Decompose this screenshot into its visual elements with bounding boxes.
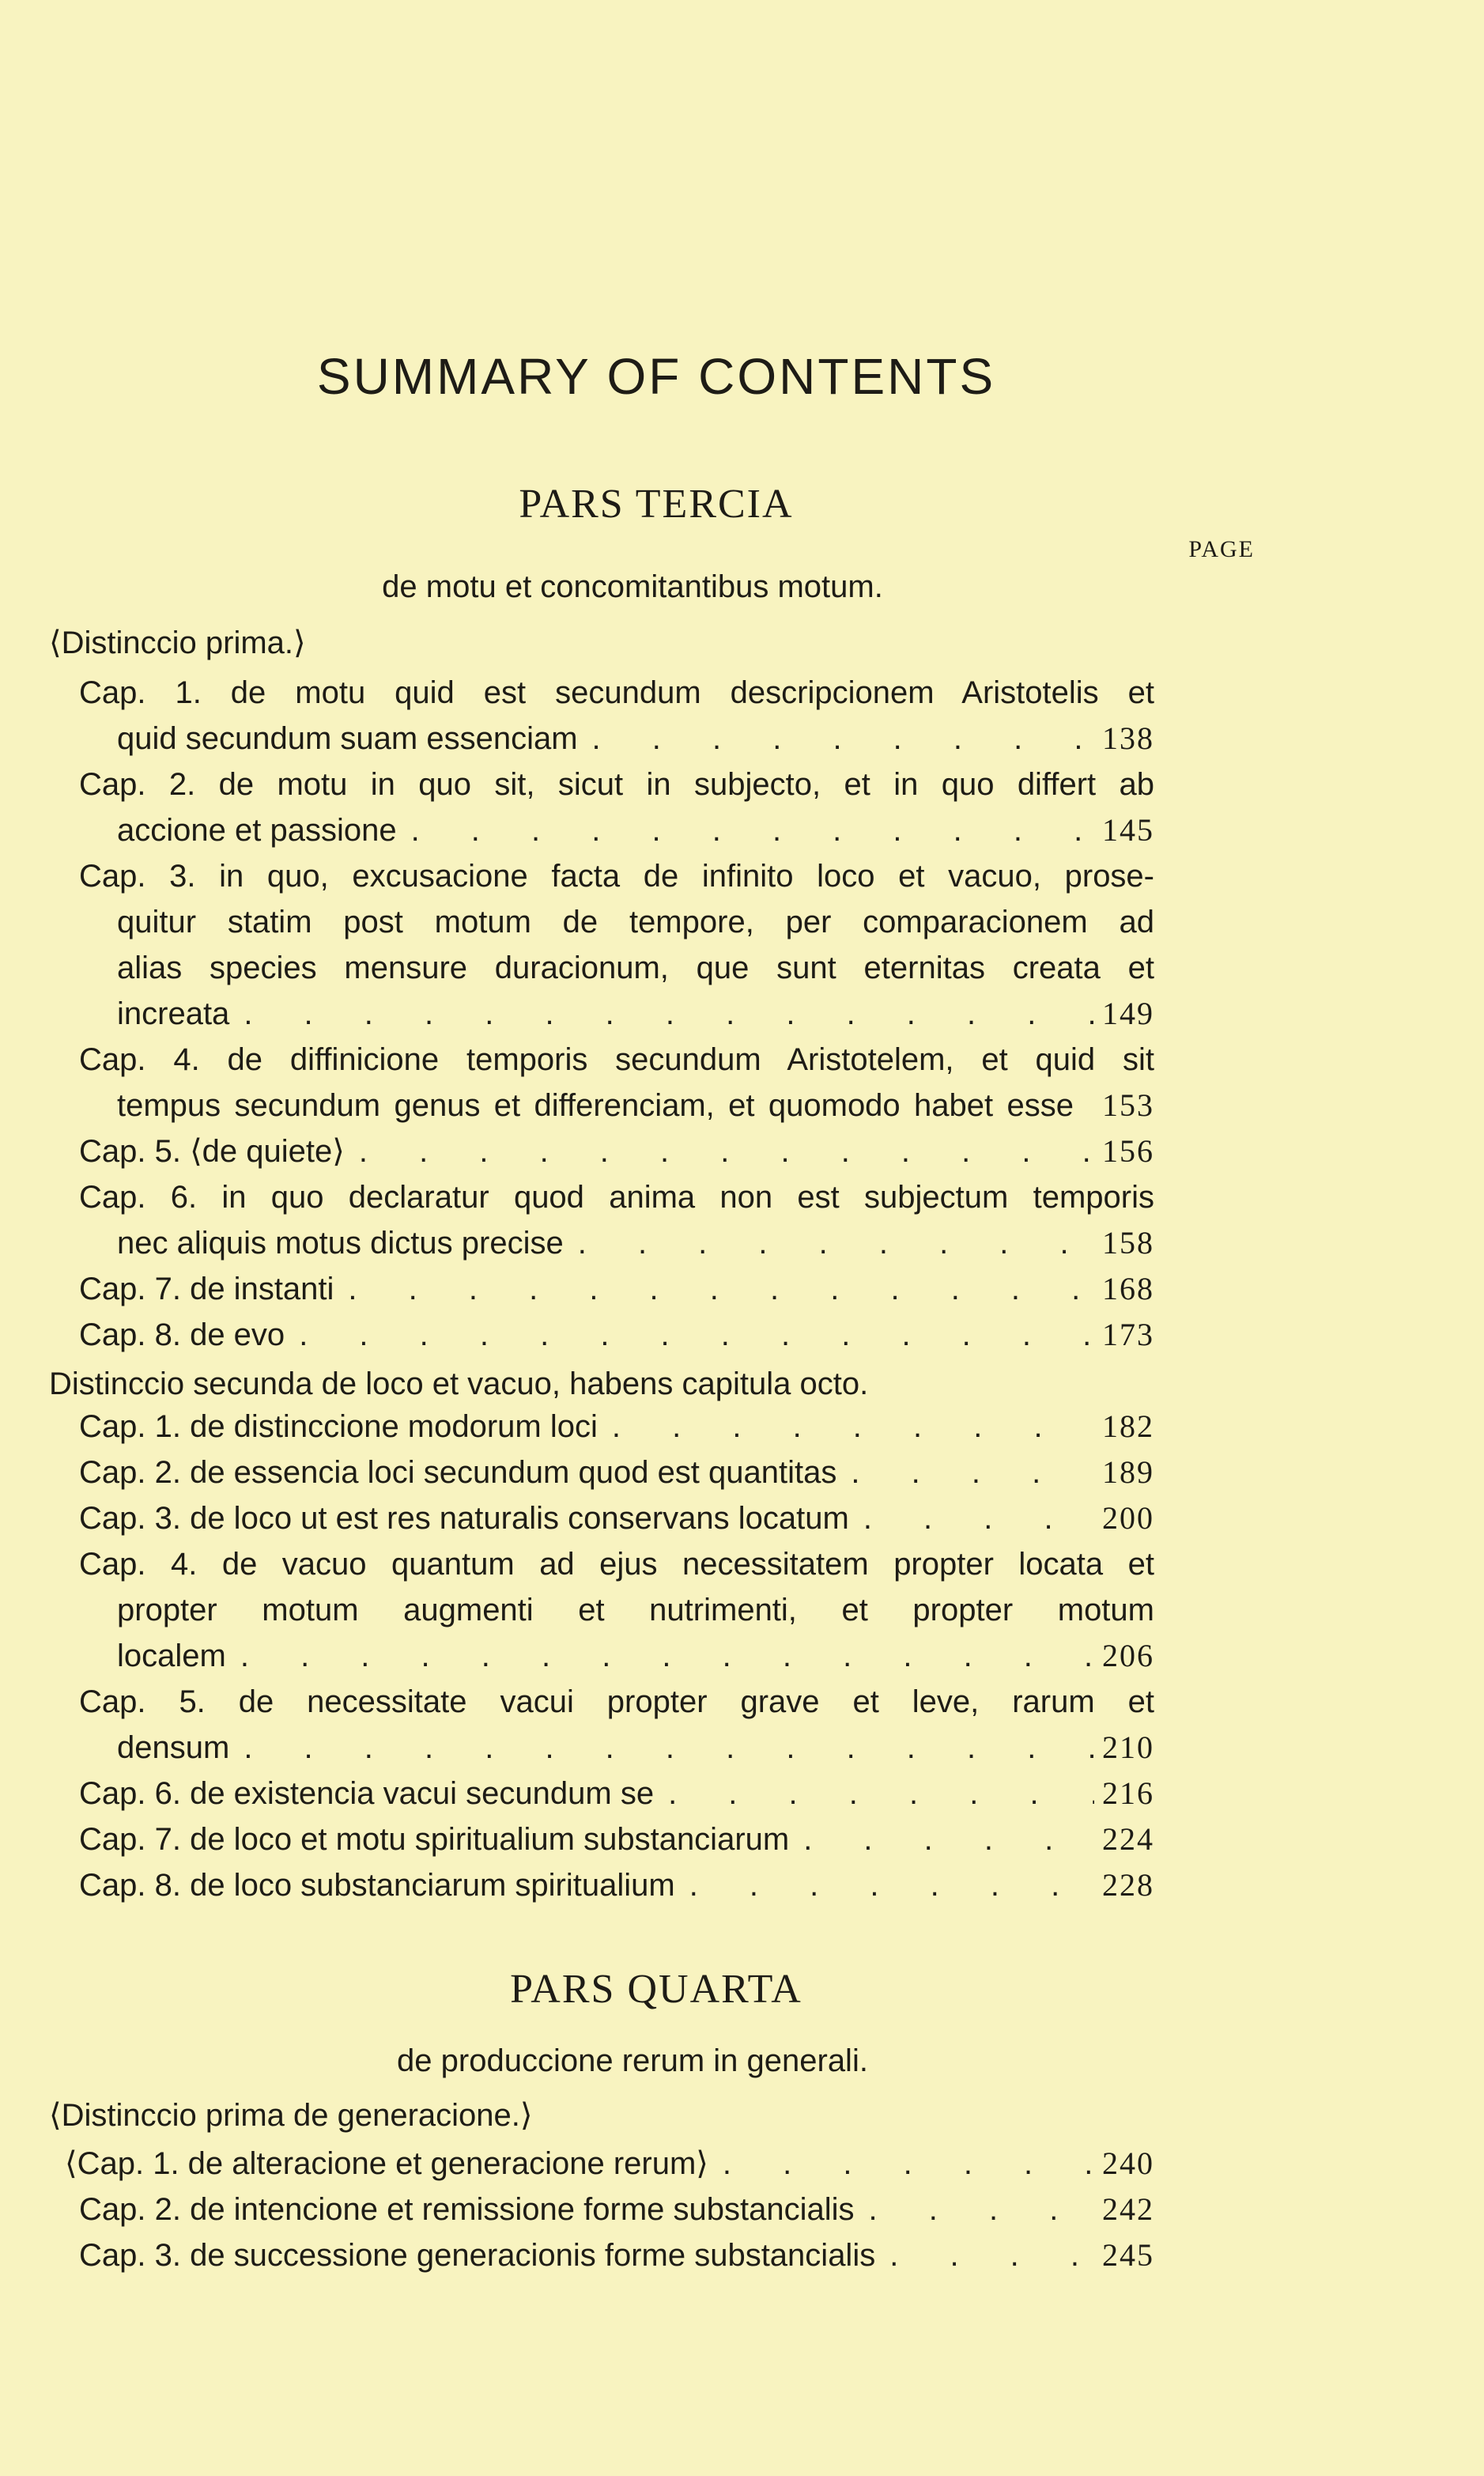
dot-leader bbox=[836, 1453, 1094, 1492]
dot-leader bbox=[334, 1269, 1094, 1309]
dot-leader bbox=[226, 1636, 1094, 1676]
toc-line bbox=[79, 1499, 1154, 1538]
dot-leader bbox=[397, 811, 1094, 850]
toc-page-number: 156 bbox=[1102, 1133, 1154, 1169]
part-subtitle-quarta: de produccione rerum in generali. bbox=[397, 2043, 868, 2078]
toc-line bbox=[117, 811, 1154, 850]
toc-line: Cap. 2. de motu in quo sit, sicut in subjecto, et in quo differt ab bbox=[79, 767, 1154, 802]
section-heading-distinccio-prima: ⟨Distinccio prima.⟩ bbox=[49, 626, 306, 660]
toc-page-number: 168 bbox=[1102, 1271, 1154, 1306]
toc-page-number: 173 bbox=[1102, 1317, 1154, 1352]
toc-page-number: 149 bbox=[1102, 996, 1154, 1031]
page-title: SUMMARY OF CONTENTS bbox=[316, 348, 996, 405]
part-title-tercia: PARS TERCIA bbox=[519, 482, 794, 527]
toc-line bbox=[117, 1728, 1154, 1767]
toc-line bbox=[79, 1866, 1154, 1905]
dot-leader bbox=[708, 2144, 1094, 2183]
toc-line bbox=[79, 1453, 1154, 1492]
toc-entry-text: Cap. 7. de loco et motu spiritualium substanciarum bbox=[79, 1822, 790, 1857]
toc-line bbox=[79, 1407, 1154, 1446]
toc-entry-text: Cap. 3. de successione generacionis forme substancialis bbox=[79, 2238, 876, 2273]
dot-leader bbox=[654, 1774, 1094, 1813]
toc-line bbox=[117, 719, 1154, 758]
toc-line bbox=[117, 1636, 1154, 1676]
toc-entry-text: Cap. 2. de intencione et remissione forme substancialis bbox=[79, 2192, 855, 2227]
toc-page-number: 224 bbox=[1102, 1821, 1154, 1857]
toc-entry-text: ⟨Cap. 1. de alteracione et generacione rerum⟩ bbox=[65, 2146, 708, 2181]
toc-line: Cap. 5. de necessitate vacui propter grave et leve, rarum et bbox=[79, 1684, 1154, 1719]
dot-leader bbox=[849, 1499, 1094, 1538]
toc-line bbox=[79, 2236, 1154, 2275]
toc-page-number: 153 bbox=[1102, 1087, 1154, 1123]
toc-entry-text: Cap. 8. de evo bbox=[79, 1317, 285, 1352]
dot-leader bbox=[564, 1223, 1094, 1263]
toc-entry-text: Cap. 8. de loco substanciarum spiritualium bbox=[79, 1868, 675, 1903]
toc-entry-text: Cap. 1. de distinccione modorum loci bbox=[79, 1409, 598, 1444]
toc-page-number: 182 bbox=[1102, 1408, 1154, 1444]
toc-page-number: 145 bbox=[1102, 812, 1154, 848]
toc-page-number: 189 bbox=[1102, 1454, 1154, 1490]
dot-leader bbox=[229, 1728, 1094, 1767]
toc-line: alias species mensure duracionum, que sunt eternitas creata et bbox=[117, 951, 1154, 985]
section-heading-distinccio-secunda: Distinccio secunda de loco et vacuo, habens capitula octo. bbox=[49, 1367, 869, 1401]
toc-page-number: 200 bbox=[1102, 1500, 1154, 1536]
toc-entry-text: Cap. 2. de essencia loci secundum quod est quantitas bbox=[79, 1455, 837, 1490]
toc-entry-text: accione et passione bbox=[117, 813, 397, 848]
toc-line bbox=[79, 1820, 1154, 1859]
toc-page-number: 240 bbox=[1102, 2145, 1154, 2181]
toc-entry-text: localem bbox=[117, 1639, 226, 1673]
toc-page-number: 158 bbox=[1102, 1225, 1154, 1261]
toc-page-number: 206 bbox=[1102, 1638, 1154, 1673]
toc-entry-text: nec aliquis motus dictus precise bbox=[117, 1226, 564, 1261]
toc-line bbox=[65, 2144, 1154, 2183]
toc-line: Cap. 3. in quo, excusacione facta de infinito loco et vacuo, prose- bbox=[79, 859, 1154, 894]
dot-leader bbox=[598, 1407, 1094, 1446]
toc-line: Cap. 6. in quo declaratur quod anima non est subjectum temporis bbox=[79, 1180, 1154, 1215]
toc-line bbox=[79, 1315, 1154, 1355]
toc-line: quitur statim post motum de tempore, per comparacionem ad bbox=[117, 905, 1154, 939]
toc-entry-text: quid secundum suam essenciam bbox=[117, 721, 578, 756]
toc-entry-text: Cap. 6. de existencia vacui secundum se bbox=[79, 1776, 655, 1811]
toc-entry-text: densum bbox=[117, 1730, 230, 1765]
toc-line bbox=[117, 994, 1154, 1034]
toc-line: Cap. 4. de diffinicione temporis secundum Aristotelem, et quid sit bbox=[79, 1042, 1154, 1077]
toc-line: Cap. 4. de vacuo quantum ad ejus necessitatem propter locata et bbox=[79, 1547, 1154, 1582]
toc-line bbox=[79, 1774, 1154, 1813]
toc-line: Cap. 1. de motu quid est secundum descripcionem Aristotelis et bbox=[79, 675, 1154, 710]
dot-leader bbox=[578, 719, 1094, 758]
section-heading-distinccio-prima-generacione: ⟨Distinccio prima de generacione.⟩ bbox=[49, 2098, 533, 2133]
dot-leader bbox=[855, 2190, 1094, 2229]
toc-line bbox=[79, 2190, 1154, 2229]
dot-leader bbox=[875, 2236, 1094, 2275]
part-subtitle-tercia: de motu et concomitantibus motum. bbox=[382, 569, 883, 604]
toc-page-number: 138 bbox=[1102, 720, 1154, 756]
dot-leader bbox=[675, 1866, 1094, 1905]
toc-line: propter motum augmenti et nutrimenti, et propter motum bbox=[117, 1593, 1154, 1627]
toc-line bbox=[117, 1223, 1154, 1263]
toc-line bbox=[117, 1086, 1154, 1125]
dot-leader bbox=[229, 994, 1094, 1034]
dot-leader bbox=[285, 1315, 1094, 1355]
toc-entry-text: Cap. 3. de loco ut est res naturalis conservans locatum bbox=[79, 1501, 849, 1536]
toc-page-number: 242 bbox=[1102, 2191, 1154, 2227]
toc-line bbox=[79, 1269, 1154, 1309]
toc-entry-text: increata bbox=[117, 996, 230, 1031]
dot-leader bbox=[789, 1820, 1094, 1859]
page-column-label: PAGE bbox=[1188, 536, 1255, 562]
toc-line bbox=[79, 1132, 1154, 1171]
part-title-quarta: PARS QUARTA bbox=[510, 1967, 802, 2012]
toc-entry-text: Cap. 5. ⟨de quiete⟩ bbox=[79, 1134, 345, 1169]
toc-page-number: 228 bbox=[1102, 1867, 1154, 1903]
toc-entry-text: tempus secundum genus et differenciam, et quomodo habet esse bbox=[117, 1088, 1074, 1123]
toc-page-number: 216 bbox=[1102, 1775, 1154, 1811]
dot-leader bbox=[345, 1132, 1094, 1171]
toc-entry-text: Cap. 7. de instanti bbox=[79, 1272, 334, 1306]
toc-page-number: 210 bbox=[1102, 1729, 1154, 1765]
toc-page-number: 245 bbox=[1102, 2237, 1154, 2273]
